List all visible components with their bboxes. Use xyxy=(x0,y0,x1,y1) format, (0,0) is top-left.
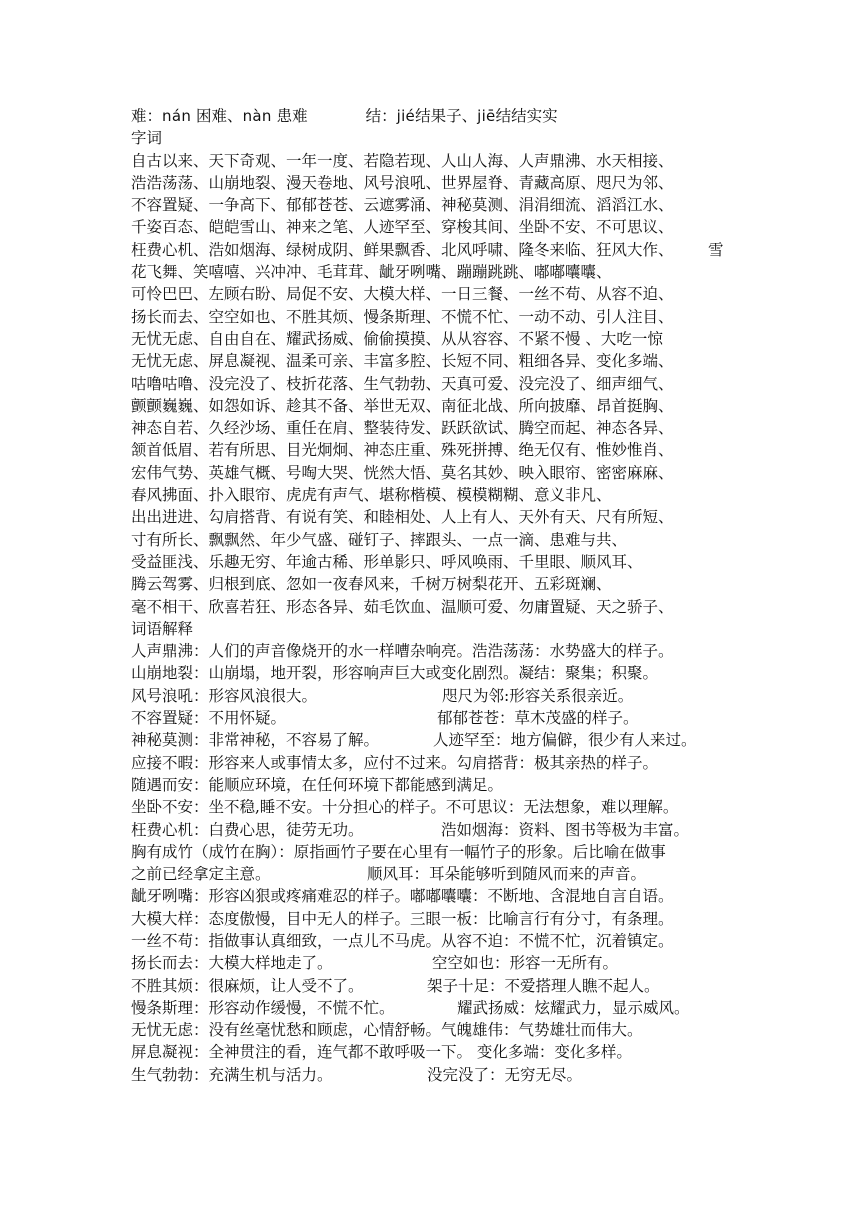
definition-line xyxy=(131,662,751,684)
definition-text: 随遇而安：能顺应环境，在任何环境下都能感到满足。 xyxy=(131,775,504,794)
definition-text: 一丝不苟：指做事认真细致，一点儿不马虎。从容不迫：不慌不忙，沉着镇定。 xyxy=(131,931,674,950)
definition-line xyxy=(131,997,751,1019)
definition-line xyxy=(131,1019,751,1041)
definition-text: 之前已经拿定主意。 xyxy=(131,865,271,884)
definition-text: 神秘莫测：非常神秘，不容易了解。 xyxy=(131,731,380,750)
jie-word-2: 结结实实 xyxy=(495,107,558,125)
word-line: 腾云驾雾、归根到底、忽如一夜春风来，千树万树梨花开、五彩斑斓、 xyxy=(131,575,612,594)
definition-list xyxy=(131,640,751,1086)
definition-text: 空空如也：形容一无所有。 xyxy=(432,954,619,973)
pinyin-header xyxy=(131,105,751,127)
section-title-words: 字词 xyxy=(131,129,163,148)
definition-line xyxy=(131,930,751,952)
definition-text: 慢条斯理：形容动作缓慢，不慌不忙。 xyxy=(131,998,395,1017)
definition-text: 架子十足：不爱搭理人瞧不起人。 xyxy=(427,976,660,995)
word-line: 宏伟气势、英雄气概、号啕大哭、恍然大悟、莫名其妙、映入眼帘、密密麻麻、 xyxy=(131,463,674,482)
jie-word-1: 结果子、 xyxy=(415,107,478,125)
definition-line xyxy=(131,685,751,707)
definition-text: 坐卧不安：坐不稳,睡不安。十分担心的样子。不可思议：无法想象，难以理解。 xyxy=(131,798,679,817)
definition-line xyxy=(131,796,751,818)
definition-line xyxy=(131,819,751,841)
document-page xyxy=(131,105,751,1086)
definition-line xyxy=(131,841,751,863)
definition-text: 胸有成竹（成竹在胸）：原指画竹子要在心里有一幅竹子的形象。后比喻在做事 xyxy=(131,842,666,861)
word-line: 千姿百态、皑皑雪山、神来之笔、人迹罕至、穿梭其间、坐卧不安、不可思议、 xyxy=(131,218,674,237)
definition-text: 不容置疑：不用怀疑。 xyxy=(131,709,287,728)
nan-label: 难： xyxy=(131,107,163,125)
jie-label: 结： xyxy=(365,107,397,125)
definition-line xyxy=(131,885,751,907)
definition-line xyxy=(131,1041,751,1063)
definition-line xyxy=(131,1064,751,1086)
definition-text: 龇牙咧嘴：形容凶狠或疼痛难忍的样子。嘟嘟囔囔：不断地、含混地自言自语。 xyxy=(131,887,674,906)
word-line: 颤颤巍巍、如怨如诉、趁其不备、举世无双、南征北战、所向披靡、昂首挺胸、 xyxy=(131,396,674,415)
jie-pinyin-2: jiē xyxy=(477,107,496,125)
definition-text: 咫尺为邻:形容关系很亲近。 xyxy=(442,686,634,705)
word-line: 无忧无虑、屏息凝视、温柔可亲、丰富多腔、长短不同、粗细各异、变化多端、 xyxy=(131,352,674,371)
word-line: 不容置疑、一争高下、郁郁苍苍、云遮雾涌、神秘莫测、涓涓细流、滔滔江水、 xyxy=(131,196,674,215)
word-line: 颔首低眉、若有所思、目光炯炯、神态庄重、殊死拼搏、绝无仅有、惟妙惟肖、 xyxy=(131,441,674,460)
word-line: 毫不相干、欣喜若狂、形态各异、茹毛饮血、温顺可爱、勿庸置疑、天之骄子、 xyxy=(131,597,674,616)
definition-line xyxy=(131,908,751,930)
definition-line xyxy=(131,640,751,662)
definition-line xyxy=(131,952,751,974)
nan-pinyin-1: nán xyxy=(162,107,192,125)
definition-text: 无忧无虑：没有丝毫忧愁和顾虑，心情舒畅。气魄雄伟：气势雄壮而伟大。 xyxy=(131,1021,643,1040)
definition-text: 扬长而去：大模大样地走了。 xyxy=(131,954,333,973)
definition-text: 应接不暇：形容来人或事情太多，应付不过来。勾肩搭背：极其亲热的样子。 xyxy=(131,753,659,772)
definition-text: 顺风耳：耳朵能够听到随风而来的声音。 xyxy=(367,865,647,884)
word-line: 扬长而去、空空如也、不胜其烦、慢条斯理、不慌不忙、一动不动、引人注目、 xyxy=(131,307,674,326)
word-list xyxy=(131,150,751,618)
definition-text: 郁郁苍苍：草木茂盛的样子。 xyxy=(437,709,639,728)
definition-text: 枉费心机：白费心思，徒劳无功。 xyxy=(131,820,364,839)
section-title-definitions: 词语解释 xyxy=(131,619,194,638)
definition-text: 不胜其烦：很麻烦，让人受不了。 xyxy=(131,976,364,995)
nan-pinyin-2: nàn xyxy=(242,107,272,125)
word-line: 浩浩荡荡、山崩地裂、漫天卷地、风号浪吼、世界屋脊、青藏高原、咫尺为邻、 xyxy=(131,173,674,192)
word-line: 春风拂面、扑入眼帘、虎虎有声气、堪称楷模、模模糊糊、意义非凡、 xyxy=(131,486,612,505)
definition-text: 人声鼎沸：人们的声音像烧开的水一样嘈杂响亮。浩浩荡荡：水势盛大的样子。 xyxy=(131,642,674,661)
definition-text: 大模大样：态度傲慢，目中无人的样子。三眼一板：比喻言行有分寸，有条理。 xyxy=(131,909,674,928)
definition-line xyxy=(131,707,751,729)
word-line: 枉费心机、浩如烟海、绿树成阴、鲜果飘香、北风呼啸、隆冬来临、狂风大作、 雪 xyxy=(131,240,724,259)
definition-text: 人迹罕至：地方偏僻，很少有人来过。 xyxy=(433,731,697,750)
nan-word-2: 患难 xyxy=(271,107,308,125)
definition-text: 没完没了：无穷无尽。 xyxy=(427,1065,583,1084)
word-line: 可怜巴巴、左顾右盼、局促不安、大模大样、一日三餐、一丝不苟、从容不迫、 xyxy=(131,285,674,304)
definition-line xyxy=(131,729,751,751)
word-line: 神态自若、久经沙场、重任在肩、整装待发、跃跃欲试、腾空而起、神态各异、 xyxy=(131,419,674,438)
definition-line xyxy=(131,752,751,774)
word-line: 无忧无虑、自由自在、耀武扬威、偷偷摸摸、从从容容、不紧不慢 、大吃一惊 xyxy=(131,329,663,348)
definition-text: 风号浪吼：形容风浪很大。 xyxy=(131,686,318,705)
word-line: 花飞舞、笑嘻嘻、兴冲冲、毛茸茸、龇牙咧嘴、蹦蹦跳跳、嘟嘟囔囔、 xyxy=(131,263,612,282)
definition-text: 耀武扬威：炫耀武力，显示威风。 xyxy=(457,998,690,1017)
word-line: 咕噜咕噜、没完没了、枝折花落、生气勃勃、天真可爱、没完没了、细声细气、 xyxy=(131,374,674,393)
definition-text: 屏息凝视：全神贯注的看，连气都不敢呼吸一下。 变化多端：变化多样。 xyxy=(131,1043,632,1062)
definition-line xyxy=(131,774,751,796)
definition-text: 浩如烟海：资料、图书等极为丰富。 xyxy=(441,820,690,839)
word-line: 受益匪浅、乐趣无穷、年逾古稀、形单影只、呼风唤雨、千里眼、顺风耳、 xyxy=(131,552,643,571)
definition-text: 生气勃勃：充满生机与活力。 xyxy=(131,1065,333,1084)
word-line: 出出进进、勾肩搭背、有说有笑、和睦相处、人上有人、天外有天、尺有所短、 xyxy=(131,508,674,527)
definition-line xyxy=(131,863,751,885)
jie-pinyin-1: jié xyxy=(396,107,416,125)
definition-line xyxy=(131,975,751,997)
definition-text: 山崩地裂：山崩塌，地开裂，形容响声巨大或变化剧烈。凝结：聚集；积聚。 xyxy=(131,664,659,683)
nan-word-1: 困难、 xyxy=(191,107,243,125)
word-line: 自古以来、天下奇观、一年一度、若隐若现、人山人海、人声鼎沸、水天相接、 xyxy=(131,151,674,170)
word-line: 寸有所长、飘飘然、年少气盛、碰钉子、摔跟头、一点一滴、患难与共、 xyxy=(131,530,628,549)
